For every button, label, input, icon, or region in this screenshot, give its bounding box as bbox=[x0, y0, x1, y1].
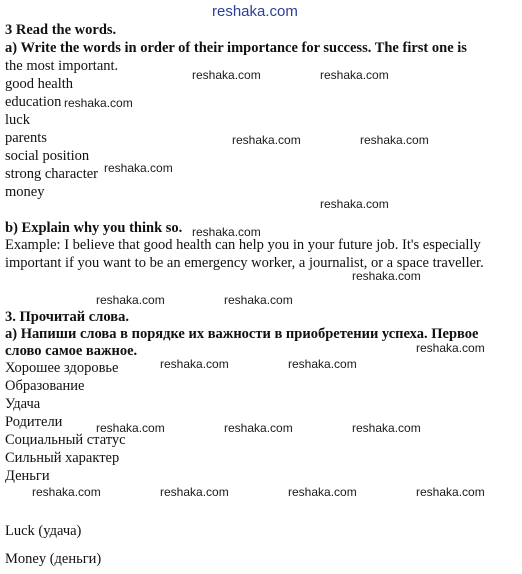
ru-word-social-status: Социальный статус bbox=[5, 432, 126, 448]
en-task-b: b) Explain why you think so. bbox=[5, 220, 183, 236]
en-task-a-line-1: a) Write the words in order of their importance for success. The first one is bbox=[5, 40, 467, 56]
en-word-education: education bbox=[5, 94, 62, 110]
en-heading: 3 Read the words. bbox=[5, 22, 117, 38]
en-word-luck: luck bbox=[5, 112, 30, 128]
ru-word-health: Хорошее здоровье bbox=[5, 360, 119, 376]
ru-word-education: Образование bbox=[5, 378, 85, 394]
watermark[interactable]: reshaka.com bbox=[96, 293, 165, 307]
ru-heading: 3. Прочитай слова. bbox=[5, 309, 129, 325]
en-example-line-2: important if you want to be an emergency worker, a journalist, or a space traveller. bbox=[5, 255, 484, 271]
en-word-good-health: good health bbox=[5, 76, 74, 92]
watermark[interactable]: reshaka.com bbox=[288, 357, 357, 371]
answer-money: Money (деньги) bbox=[5, 551, 102, 567]
ru-task-a-line-2: слово самое важное. bbox=[5, 343, 138, 359]
en-task-a-line-2: the most important. bbox=[5, 58, 119, 74]
answer-luck: Luck (удача) bbox=[5, 523, 82, 539]
watermark[interactable]: reshaka.com bbox=[352, 269, 421, 283]
watermark[interactable]: reshaka.com bbox=[96, 421, 165, 435]
en-word-strong-character: strong character bbox=[5, 166, 98, 182]
watermark[interactable]: reshaka.com bbox=[160, 485, 229, 499]
watermark[interactable]: reshaka.com bbox=[352, 421, 421, 435]
watermark[interactable]: reshaka.com bbox=[32, 485, 101, 499]
ru-task-a-line-1: а) Напиши слова в порядке их важности в приобретении успеха. Первое bbox=[5, 326, 479, 342]
watermark[interactable]: reshaka.com bbox=[224, 421, 293, 435]
ru-word-parents: Родители bbox=[5, 414, 63, 430]
watermark-top[interactable]: reshaka.com bbox=[212, 3, 298, 20]
watermark[interactable]: reshaka.com bbox=[224, 293, 293, 307]
en-word-parents: parents bbox=[5, 130, 47, 146]
en-word-money: money bbox=[5, 184, 45, 200]
watermark[interactable]: reshaka.com bbox=[416, 485, 485, 499]
watermark[interactable]: reshaka.com bbox=[288, 485, 357, 499]
watermark[interactable]: reshaka.com bbox=[192, 225, 261, 239]
ru-word-money: Деньги bbox=[5, 468, 50, 484]
watermark[interactable]: reshaka.com bbox=[416, 341, 485, 355]
watermark[interactable]: reshaka.com bbox=[192, 68, 261, 82]
watermark[interactable]: reshaka.com bbox=[160, 357, 229, 371]
watermark[interactable]: reshaka.com bbox=[64, 96, 133, 110]
watermark[interactable]: reshaka.com bbox=[104, 161, 173, 175]
watermark[interactable]: reshaka.com bbox=[320, 197, 389, 211]
en-example-line-1: Example: I believe that good health can help you in your future job. It's especially bbox=[5, 237, 481, 253]
watermark[interactable]: reshaka.com bbox=[232, 133, 301, 147]
ru-word-strong-character: Сильный характер bbox=[5, 450, 120, 466]
watermark[interactable]: reshaka.com bbox=[360, 133, 429, 147]
watermark[interactable]: reshaka.com bbox=[320, 68, 389, 82]
ru-word-luck: Удача bbox=[5, 396, 41, 412]
en-word-social-position: social position bbox=[5, 148, 90, 164]
